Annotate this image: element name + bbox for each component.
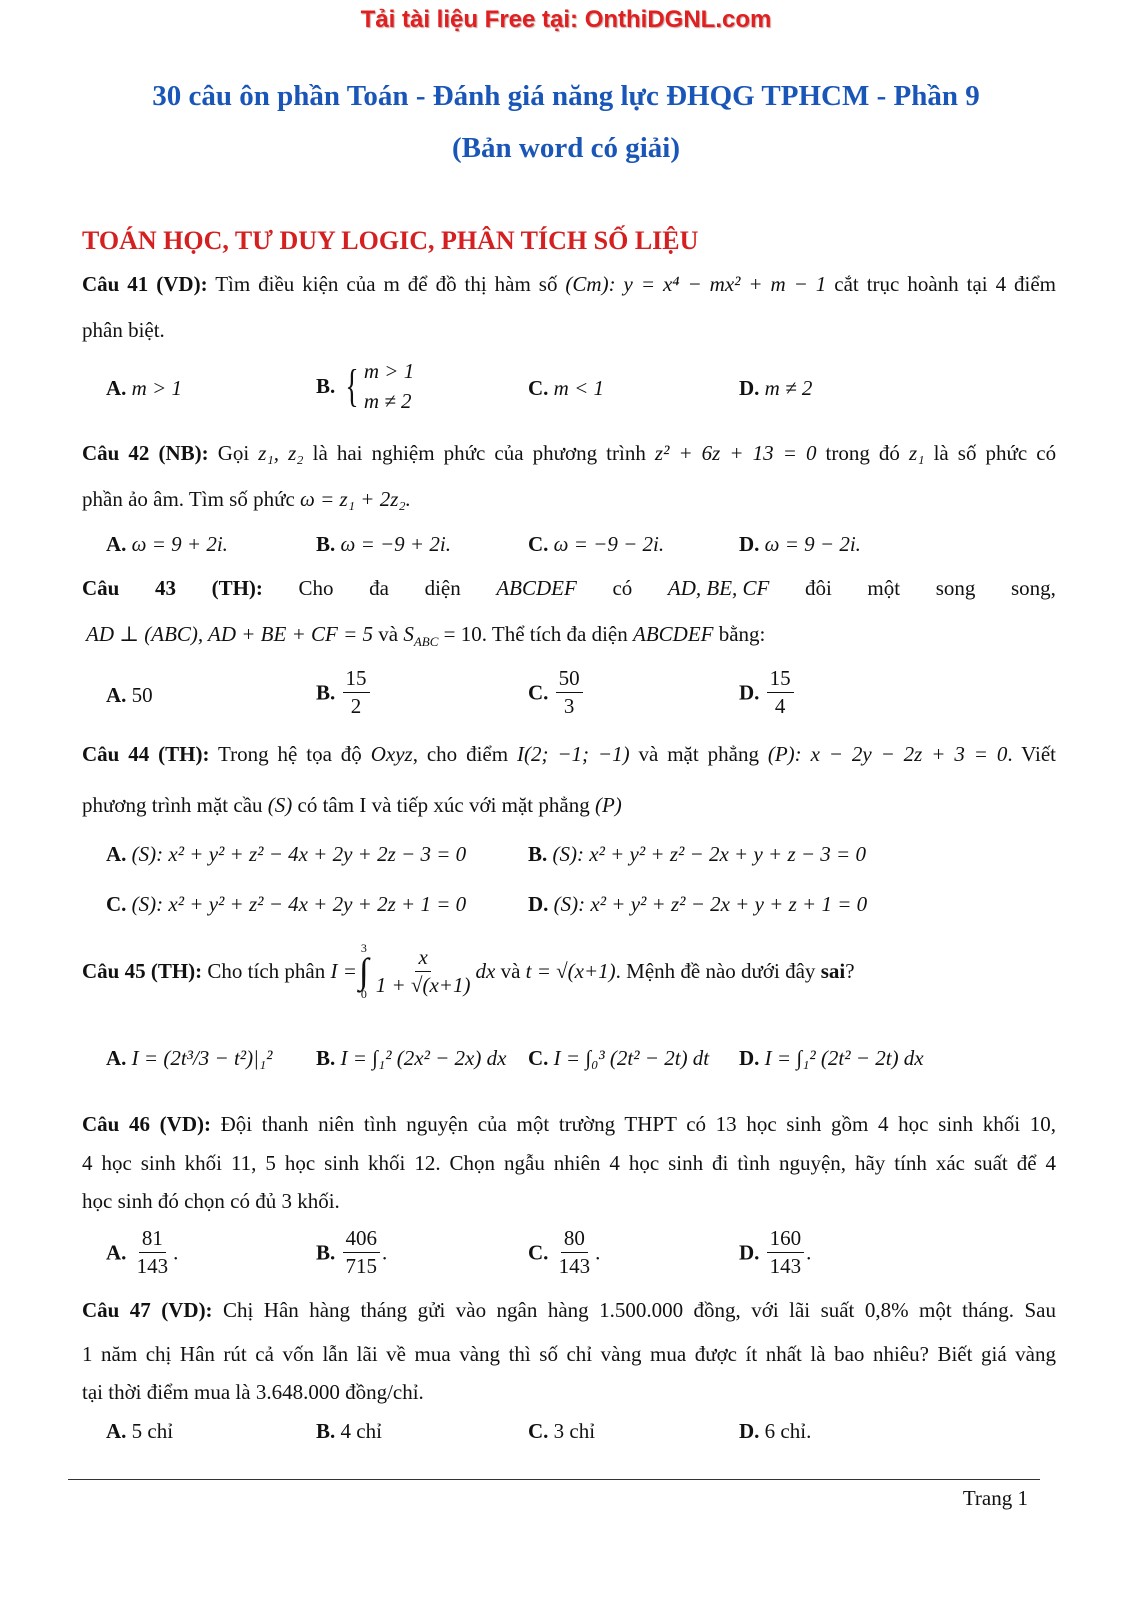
option-letter: A. xyxy=(106,532,127,556)
option-letter: C. xyxy=(528,532,549,556)
question-label: Câu 42 (NB): xyxy=(82,441,209,465)
option-text: I = ∫₁² (2t² − 2t) dx xyxy=(764,1046,924,1070)
question-text: . Viết xyxy=(1007,742,1056,766)
section-heading: TOÁN HỌC, TƯ DUY LOGIC, PHÂN TÍCH SỐ LIỆU xyxy=(82,226,699,255)
option-text: ω = −9 + 2i. xyxy=(340,532,451,556)
fraction xyxy=(343,668,370,717)
question-text: phần ảo âm. Tìm số phức xyxy=(82,487,295,511)
question-text: phương trình mặt cầu xyxy=(82,793,263,817)
denominator: 143 xyxy=(769,1254,802,1278)
question-text: là số phức có xyxy=(933,441,1057,465)
question-46 xyxy=(82,1112,1056,1136)
source-banner[interactable]: Tải tài liệu Free tại: OnthiDGNL.com xyxy=(360,6,772,33)
q45-option-d[interactable] xyxy=(739,1046,924,1070)
question-text: và xyxy=(378,622,399,646)
q42-option-c[interactable] xyxy=(528,532,664,556)
formula: = 10. xyxy=(443,622,487,646)
question-42-line2 xyxy=(82,487,1056,511)
q42-option-d[interactable] xyxy=(739,532,861,556)
option-letter: C. xyxy=(528,1046,549,1070)
question-text: phân biệt. xyxy=(82,318,165,342)
area-subscript: ABC xyxy=(413,634,439,649)
question-text: . Mệnh đề nào dưới đây xyxy=(615,959,816,983)
question-text: học sinh đó chọn có đủ 3 khối. xyxy=(82,1189,340,1213)
question-text: một xyxy=(867,576,901,600)
option-text: (S): x² + y² + z² − 2x + y + z + 1 = 0 xyxy=(553,892,868,916)
q43-option-a[interactable] xyxy=(106,683,153,707)
formula: AD ⊥ (ABC), AD + BE + CF = 5 xyxy=(86,622,374,646)
option-letter: C. xyxy=(528,376,549,400)
numerator: 160 xyxy=(767,1228,805,1253)
option-text: 4 chỉ xyxy=(340,1419,382,1443)
option-letter: D. xyxy=(739,1240,760,1265)
question-text: 1 năm chị Hân rút cả vốn lẫn lãi về mua vàng thì số chỉ vàng mua được ít nhất là bao nhiêu? Biết giá vàng xyxy=(82,1342,1056,1366)
formula: z² + 6z + 13 = 0 xyxy=(654,441,817,465)
option-letter: D. xyxy=(528,892,549,916)
question-label: Câu 44 (TH): xyxy=(82,742,210,766)
question-text: đa xyxy=(369,576,389,600)
fraction xyxy=(556,1228,594,1277)
question-label: Câu xyxy=(82,576,120,600)
question-47 xyxy=(82,1298,1056,1322)
page-title: 30 câu ôn phần Toán - Đánh giá năng lực ĐHQG TPHCM - Phần 9 xyxy=(152,80,980,112)
formula: dx xyxy=(475,959,496,983)
numerator: 15 xyxy=(343,668,370,693)
question-text: có xyxy=(612,576,633,600)
question-text: bằng: xyxy=(718,622,766,646)
option-text: (S): x² + y² + z² − 2x + y + z − 3 = 0 xyxy=(552,842,866,866)
page-number: Trang 1 xyxy=(962,1486,1028,1510)
option-letter: B. xyxy=(528,842,548,866)
option-text: (S): x² + y² + z² − 4x + 2y + 2z + 1 = 0 xyxy=(131,892,467,916)
option-text: (S): x² + y² + z² − 4x + 2y + 2z − 3 = 0 xyxy=(131,842,467,866)
option-text: 6 chỉ. xyxy=(764,1419,812,1443)
fraction xyxy=(556,668,583,717)
q41-option-d[interactable] xyxy=(739,376,812,400)
page-subtitle: (Bản word có giải) xyxy=(452,132,680,164)
question-41 xyxy=(82,272,1056,296)
formula: ABCDEF xyxy=(496,576,577,600)
denominator: 143 xyxy=(136,1254,169,1278)
question-text: và mặt phẳng xyxy=(638,742,759,766)
formula: (P): x − 2y − 2z + 3 = 0 xyxy=(767,742,1008,766)
option-letter: A. xyxy=(106,376,127,400)
question-text: Đội thanh niên tình nguyện của một trường THPT có 13 học sinh gồm 4 học sinh khối 10, xyxy=(220,1112,1056,1136)
formula: (S) xyxy=(267,793,293,817)
q42-option-a[interactable] xyxy=(106,532,228,556)
denominator: 143 xyxy=(558,1254,591,1278)
question-label: (TH): xyxy=(211,576,263,600)
question-45 xyxy=(82,936,1056,1006)
numerator: 80 xyxy=(561,1228,588,1253)
denominator: 4 xyxy=(774,694,786,718)
question-41-line2 xyxy=(82,318,1056,342)
q44-option-c[interactable] xyxy=(106,892,466,916)
option-letter: A. xyxy=(106,1240,127,1265)
option-text: m > 1 xyxy=(363,359,415,383)
q42-option-b[interactable] xyxy=(316,532,451,556)
denominator: 1 + √(x+1) xyxy=(375,972,471,997)
formula: Oxyz xyxy=(370,742,413,766)
numerator: 50 xyxy=(556,668,583,693)
option-letter: C. xyxy=(528,1240,549,1265)
question-text: ? xyxy=(845,959,855,983)
integral-upper: 3 xyxy=(360,941,367,955)
integral-icon: 3 ∫ 0 xyxy=(358,941,369,1001)
question-text: diện xyxy=(424,576,461,600)
question-text: Cho tích phân xyxy=(207,959,326,983)
q45-option-c[interactable] xyxy=(528,1046,709,1070)
question-label: Câu 41 (VD): xyxy=(82,272,208,296)
q44-option-a[interactable] xyxy=(106,842,466,866)
question-text: Gọi xyxy=(217,441,250,465)
question-text: Cho xyxy=(298,576,334,600)
option-letter: C. xyxy=(528,1419,549,1443)
question-label: Câu 45 (TH): xyxy=(82,959,203,983)
option-letter: B. xyxy=(316,374,336,398)
option-letter: D. xyxy=(739,532,760,556)
q41-option-c[interactable] xyxy=(528,376,604,400)
q41-option-a[interactable] xyxy=(106,376,182,400)
option-letter: B. xyxy=(316,1046,336,1070)
formula: ω = z₁ + 2z₂. xyxy=(300,487,411,511)
numerator: 81 xyxy=(139,1228,166,1253)
option-text: m ≠ 2 xyxy=(363,389,412,413)
option-letter: A. xyxy=(106,683,127,707)
option-text: 50 xyxy=(131,683,153,707)
formula: t = √(x+1) xyxy=(525,959,616,983)
question-text: , cho điểm xyxy=(412,742,509,766)
question-47-line3 xyxy=(82,1380,1056,1404)
question-text: song xyxy=(935,576,976,600)
fraction xyxy=(373,944,474,997)
option-letter: C. xyxy=(106,892,127,916)
numerator: 15 xyxy=(767,668,794,693)
option-letter: A. xyxy=(106,842,127,866)
option-letter: B. xyxy=(316,532,336,556)
option-text: I = ∫₁² (2x² − 2x) dx xyxy=(340,1046,507,1070)
formula-i: I = xyxy=(330,959,357,983)
q47-option-d[interactable] xyxy=(739,1419,811,1443)
q47-option-a[interactable] xyxy=(106,1419,173,1443)
fraction xyxy=(767,1228,805,1277)
q46-option-d[interactable]: D. $\frac{160}{143}$ . xyxy=(739,1226,812,1278)
question-43-line2 xyxy=(86,622,1060,654)
brace-icon: { xyxy=(344,360,359,411)
question-47-line2 xyxy=(82,1342,1056,1366)
option-text: 3 chỉ xyxy=(553,1419,596,1443)
question-44 xyxy=(82,742,1056,766)
q43-option-c[interactable] xyxy=(528,668,585,717)
question-text: trong đó xyxy=(825,441,900,465)
q43-option-d[interactable] xyxy=(739,668,796,717)
denominator: 715 xyxy=(345,1254,378,1278)
q47-option-b[interactable] xyxy=(316,1419,382,1443)
formula xyxy=(403,622,439,649)
q46-option-b[interactable]: B. $\frac{406}{715}$ . xyxy=(316,1226,388,1278)
option-letter: A. xyxy=(106,1046,127,1070)
formula: z₁ xyxy=(909,441,925,465)
denominator: 3 xyxy=(563,694,575,718)
fraction xyxy=(343,1228,381,1277)
option-text: 5 chỉ xyxy=(131,1419,174,1443)
fraction xyxy=(134,1228,172,1277)
formula: ABCDEF xyxy=(633,622,714,646)
option-text: ω = 9 − 2i. xyxy=(764,532,861,556)
option-letter: D. xyxy=(739,376,760,400)
formula: (Cm): y = x⁴ − mx² + m − 1 xyxy=(565,272,827,296)
question-text: đôi xyxy=(804,576,832,600)
question-44-line2 xyxy=(82,793,1056,817)
question-text: cắt trục hoành tại 4 điểm xyxy=(834,272,1057,296)
formula: AD, BE, CF xyxy=(667,576,770,600)
q46-option-a[interactable]: A. $\frac{81}{143}$ . xyxy=(106,1226,179,1278)
option-letter: B. xyxy=(316,1240,336,1265)
q45-option-b[interactable] xyxy=(316,1046,506,1070)
question-text: có tâm I và tiếp xúc với mặt phẳng xyxy=(297,793,590,817)
option-letter: D. xyxy=(739,1046,760,1070)
footer-divider xyxy=(68,1479,1040,1480)
numerator: x xyxy=(415,947,430,972)
question-text: tại thời điểm mua là 3.648.000 đồng/chỉ. xyxy=(82,1380,424,1404)
question-46-line3 xyxy=(82,1189,1056,1213)
question-46-line2 xyxy=(82,1151,1056,1175)
q44-option-d[interactable] xyxy=(528,892,867,916)
question-label: 43 xyxy=(154,576,176,600)
formula: (P) xyxy=(594,793,622,817)
question-text: Trong hệ tọa độ xyxy=(218,742,362,766)
question-label: Câu 47 (VD): xyxy=(82,1298,213,1322)
question-label: Câu 46 (VD): xyxy=(82,1112,211,1136)
q47-option-c[interactable] xyxy=(528,1419,595,1443)
question-emphasis: sai xyxy=(820,959,846,983)
q41-option-b[interactable] xyxy=(316,356,414,416)
question-text: Tìm điều kiện của m để đồ thị hàm số xyxy=(215,272,558,296)
formula: I(2; −1; −1) xyxy=(516,742,630,766)
option-letter: D. xyxy=(739,680,760,705)
option-text: I = (2t³/3 − t²)|₁² xyxy=(131,1046,273,1070)
q45-option-a[interactable] xyxy=(106,1046,272,1070)
option-text: ω = 9 + 2i. xyxy=(131,532,228,556)
question-43 xyxy=(82,576,1056,600)
question-text: Chị Hân hàng tháng gửi vào ngân hàng 1.500.000 đồng, với lãi suất 0,8% một tháng. Sau xyxy=(223,1298,1057,1322)
option-letter: C. xyxy=(528,680,549,705)
question-42 xyxy=(82,441,1056,465)
denominator: 2 xyxy=(350,694,362,718)
option-letter: B. xyxy=(316,680,336,705)
option-text: I = ∫₀³ (2t² − 2t) dt xyxy=(553,1046,710,1070)
option-letter: D. xyxy=(739,1419,760,1443)
option-text: ω = −9 − 2i. xyxy=(553,532,665,556)
option-letter: B. xyxy=(316,1419,336,1443)
q43-option-b[interactable] xyxy=(316,668,372,717)
numerator: 406 xyxy=(343,1228,381,1253)
area-symbol: S xyxy=(403,622,414,646)
question-text: và xyxy=(500,959,521,983)
integral-lower: 0 xyxy=(360,987,367,1001)
option-letter: A. xyxy=(106,1419,127,1443)
formula: z₁, z₂ xyxy=(258,441,304,465)
q44-option-b[interactable] xyxy=(528,842,866,866)
option-text: m < 1 xyxy=(553,376,605,400)
question-text: song, xyxy=(1011,576,1056,600)
option-text: m > 1 xyxy=(131,376,183,400)
fraction xyxy=(767,668,794,717)
question-text: Thể tích đa diện xyxy=(491,622,628,646)
question-text: là hai nghiệm phức của phương trình xyxy=(312,441,646,465)
q46-option-c[interactable]: C. $\frac{80}{143}$ . xyxy=(528,1226,601,1278)
option-text: m ≠ 2 xyxy=(764,376,813,400)
question-text: 4 học sinh khối 11, 5 học sinh khối 12. Chọn ngẫu nhiên 4 học sinh đi tình nguyện, hãy tính xác suất để 4 xyxy=(82,1151,1056,1175)
